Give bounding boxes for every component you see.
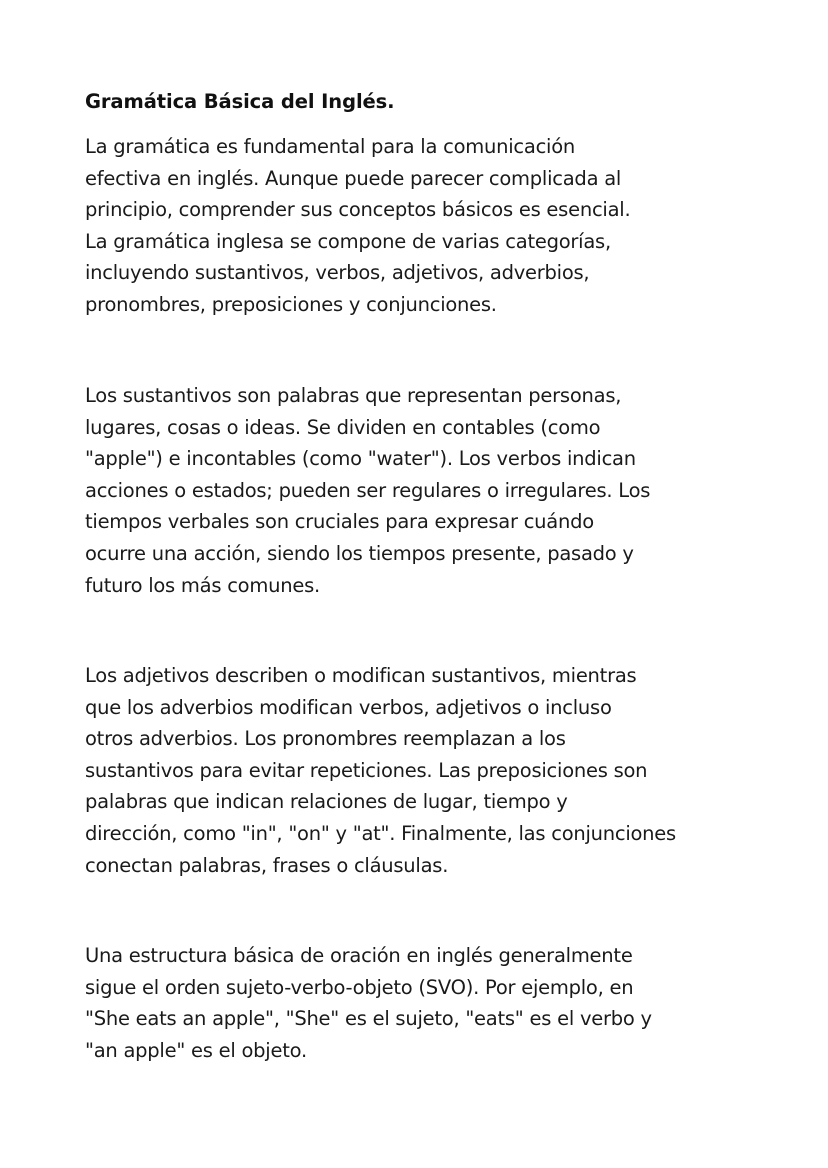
- paragraph-line: La gramática inglesa se compone de varias categorías,: [85, 229, 611, 253]
- paragraph-line: conectan palabras, frases o cláusulas.: [85, 853, 449, 877]
- paragraph-nouns-verbs: [85, 380, 650, 601]
- paragraph-adjectives-adverbs: [85, 660, 676, 881]
- paragraph-line: Los adjetivos describen o modifican sustantivos, mientras: [85, 664, 637, 687]
- paragraph-sentence-structure: [85, 940, 652, 1066]
- paragraph-line: "She eats an apple", "She" es el sujeto, "eats" es el verbo y: [85, 1007, 652, 1031]
- document-title: Gramática Básica del Inglés.: [85, 90, 395, 113]
- paragraph-line: futuro los más comunes.: [85, 573, 320, 597]
- paragraph-line: acciones o estados; pueden ser regulares o irregulares. Los: [85, 478, 651, 502]
- paragraph-line: otros adverbios. Los pronombres reemplazan a los: [85, 727, 566, 751]
- paragraph-line: principio, comprender sus conceptos básicos es esencial.: [85, 198, 631, 222]
- paragraph-line: incluyendo sustantivos, verbos, adjetivos, adverbios,: [85, 261, 590, 285]
- paragraph-line: La gramática es fundamental para la comunicación: [85, 135, 576, 158]
- paragraph-line: efectiva en inglés. Aunque puede parecer complicada al: [85, 166, 622, 190]
- paragraph-intro: [85, 131, 630, 321]
- paragraph-line: ocurre una acción, siendo los tiempos presente, pasado y: [85, 541, 634, 565]
- paragraph-line: "apple") e incontables (como "water"). Los verbos indican: [85, 447, 636, 471]
- paragraph-line: Una estructura básica de oración en inglés generalmente: [85, 944, 633, 967]
- paragraph-line: lugares, cosas o ideas. Se dividen en contables (como: [85, 415, 601, 439]
- paragraph-line: tiempos verbales son cruciales para expresar cuándo: [85, 510, 594, 534]
- paragraph-line: "an apple" es el objeto.: [85, 1038, 307, 1062]
- paragraph-line: sigue el orden sujeto-verbo-objeto (SVO). Por ejemplo, en: [85, 975, 634, 999]
- paragraph-line: Los sustantivos son palabras que representan personas,: [85, 384, 622, 407]
- paragraph-line: palabras que indican relaciones de lugar, tiempo y: [85, 790, 568, 814]
- paragraph-line: pronombres, preposiciones y conjunciones.: [85, 292, 497, 316]
- paragraph-line: que los adverbios modifican verbos, adjetivos o incluso: [85, 695, 612, 719]
- paragraph-line: sustantivos para evitar repeticiones. Las preposiciones son: [85, 758, 648, 782]
- paragraph-line: dirección, como "in", "on" y "at". Finalmente, las conjunciones: [85, 821, 676, 845]
